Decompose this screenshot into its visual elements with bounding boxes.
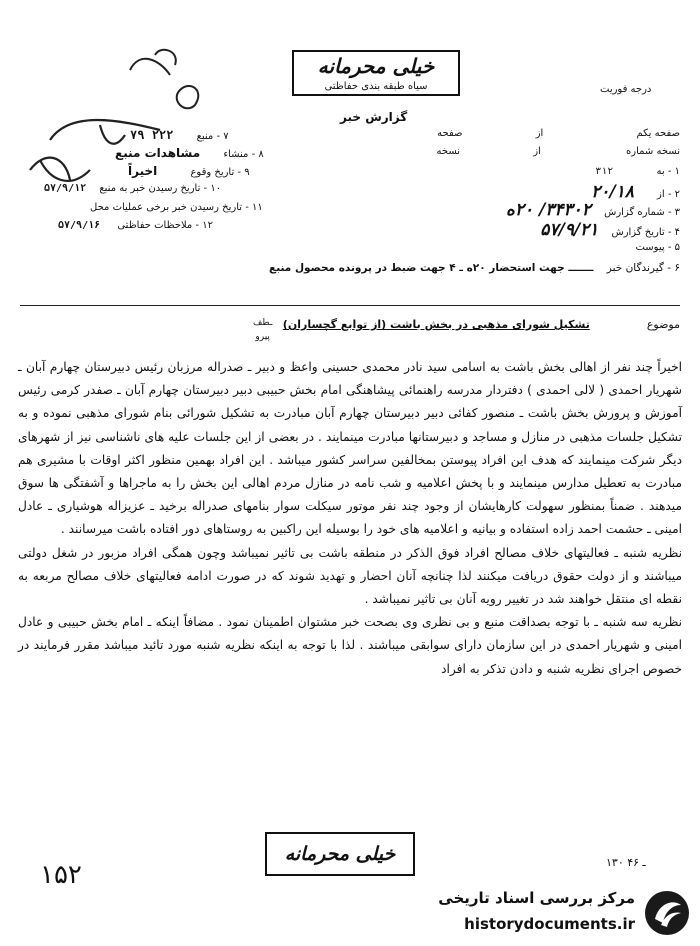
top-classification-stamp [292,50,460,96]
field-report-date: ۴ - تاریخ گزارش ۵۷/۹/۲۱ [540,220,680,240]
archive-logo-icon [643,889,691,937]
report-body: اخیراً چند نفر از اهالی بخش باشت به اسامی سید نادر محمدی حسینی واعظ و دبیر ـ صدراله مرزبان رئیس دبیرستان چهارم آبان ـ شهریار احمدی ( لالی احمدی ) دفتردار مدرسه راهنمائی پیشاهنگی امام بخش حبیبی دبیر دبیرستان چهارم آبان ـ صفدر کرمی رئیس آموزش و پرورش بخش باشت ـ منصور کفائی دبیر دبیرستان چهارم آبان مبادرت به تشکیل شورائی بنام شورای مذهبی نموده و به تشکیل جلسات مذهبی در منازل و مساجد و دبیرستانها مبادرت مینمایند . در بعضی از این جلسات علیه های ناشناسی نیز از شهرهای دیگر شرکت مینمایند که هدف این افراد پیوستن بمخالفین سراسر کشور میباشد . این افراد بهمین منظور اکثر اوقات با مشیری هم مبادرت به تعطیل مدارس مینمایند و با پخش اعلامیه و شب نامه در منازل مردم اهالی این بخش را به ماجراها و آشفتگی ها سوق میدهند . ضمناً بمنظور سهولت کارهایشان از وجود چند نفر موتور سیکلت سوار بنامهای صدراله برخید ـ عزیزاله هوشیاری ـ عادل امینی ـ حشمت احمد زاده استفاده و بیانیه و اعلامیه های خود را بوسیله این راکبین به روستاهای دور افتاده باشت میرسانند . نظریه شنبه ـ فعالیتهای خلاف مصالح افراد فوق الذکر در منطقه باشت بی تاثیر نمیباشد وچون همگی افراد مزبور در شغل دولتی میباشند و از دولت حقوق دریافت میکنند لذا چنانچه آنان احضار و تهدید شوند که در صورت ادامه فعالیتهای خلاف مصالح مربعه به نقطه ای منتقل خواهند شد در تغییر رویه آنان بی تاثیر نمیباشد . نظریه سه شنبه ـ با توجه بصداقت منبع و بی نظری وی بصحت خبر مشتوان اطمینان نمود . مضافاً اینکه ـ امام بخش حبیبی و عادل امینی و شهریار احمدی در این سازمان دارای سوابقی میباشند . لذا با توجه به اینکه نظریه شنبه مورد تائید میباشد مقرر فرمایند در خصوص اجرای نظریه شنبه و دادن تذکر به افراد [18,360,682,676]
stamp-sub-text: سیاه طبقه بندی حفاظتی [324,81,428,92]
archive-watermark [410,885,695,943]
field-recipients: ۶ - گیرندگان خبر ـــــــ جهت استحضار ۲۰ه ـ ۴ جهت ضبط در پرونده محصول منبع [269,262,680,274]
attachment-marks: ـطف پیرو [253,318,273,342]
field-attachment: ۵ - پیوست [635,242,680,253]
field-source-date: ۱۰ - تاریخ رسیدن خبر به منبع ۵۷/۹/۱۲ [44,183,222,194]
field-ops-date: ۱۱ - تاریخ رسیدن خبر برخی عملیات محل [90,202,263,213]
handwritten-page-number: ۱۵۲ [40,860,82,890]
field-copy: نسخه شماره از نسخه [436,146,680,157]
brand-name: مرکز بررسی اسناد تاریخی [438,889,635,907]
subject-line: موضوع تشکیل شورای مذهبی در بخش باشت (از توابع گچساران) [282,318,680,331]
field-from: ۲ - از ۲۰/۱۸ [591,182,680,202]
field-source: ۷ - منبع ۲۲۲ ۷۹ [130,128,229,142]
field-occurrence-date: ۹ - تاریخ وقوع اخیراً [128,164,250,178]
field-to: ۱ - به ۳۱۲ [595,166,680,177]
brand-url: historydocuments.ir [464,915,635,933]
field-protection-notes: ۱۲ - ملاحظات حفاظتی ۵۷/۹/۱۶ [58,220,214,231]
stamp-main-text: خیلی محرمانه [317,54,435,78]
urgency-label: درجه فوریت [600,84,652,95]
field-report-number: ۳ - شماره گزارش ۳۴۳۰۲/ ۲۰ه [505,200,680,220]
bottom-classification-stamp: خیلی محرمانه [265,832,415,876]
report-title: گزارش خبر [340,110,408,124]
document-code: ۱۳۰ ـ ۴۶ [606,856,646,869]
field-origin: ۸ - منشاء مشاهدات منبع [115,146,264,160]
field-page: صفحه یکم از صفحه [437,128,680,139]
header-divider [20,305,680,306]
